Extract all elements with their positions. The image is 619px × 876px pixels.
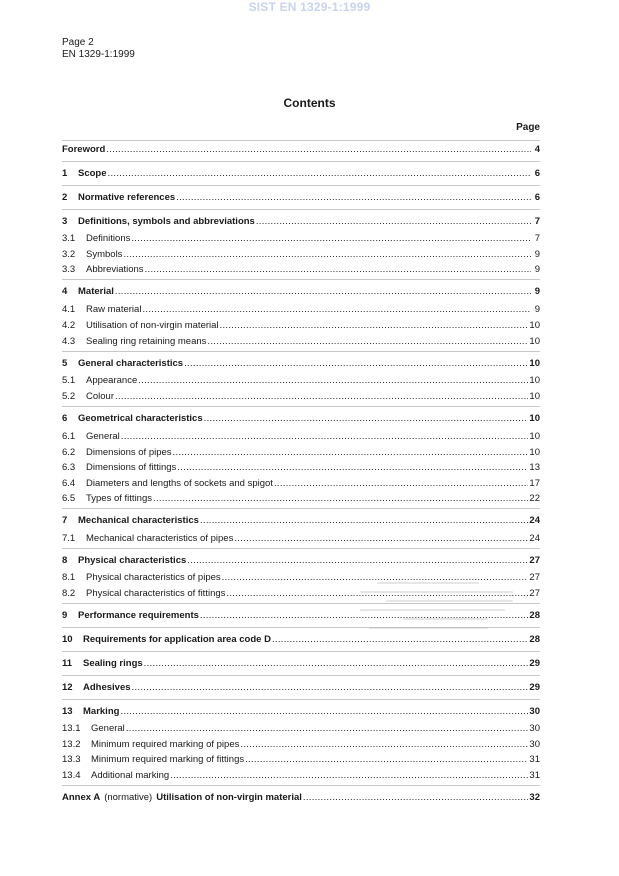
toc-page: 31 [529, 770, 540, 781]
toc-entry-mechanical[interactable] [62, 514, 540, 527]
leader-dots [170, 770, 528, 782]
toc-page: 27 [529, 572, 540, 583]
toc-label: Raw material [86, 304, 142, 315]
toc-number: 13.1 [62, 723, 81, 734]
toc-page: 28 [529, 610, 540, 621]
leader-dots [184, 358, 528, 370]
toc-number: 3.2 [62, 249, 76, 260]
leader-dots [256, 216, 531, 228]
leader-dots [121, 431, 529, 443]
toc-number: 10 [62, 634, 73, 645]
leader-dots [115, 391, 528, 403]
leader-dots [207, 336, 528, 348]
toc-entry-marking[interactable] [62, 705, 540, 718]
toc-page: 10 [529, 375, 540, 386]
toc-label: Physical characteristics [78, 555, 187, 566]
toc-page: 9 [534, 249, 540, 260]
toc-number: 8.1 [62, 572, 76, 583]
toc-entry-dim-fittings[interactable] [62, 461, 540, 474]
toc-page: 24 [529, 533, 540, 544]
toc-page: 6 [534, 168, 540, 179]
toc-page: 30 [529, 706, 540, 717]
toc-number: 1 [62, 168, 68, 179]
toc-page: 30 [529, 723, 540, 734]
toc-page: 22 [529, 493, 540, 504]
divider [62, 548, 540, 549]
toc-entry-colour[interactable] [62, 390, 540, 403]
toc-label: Normative references [78, 192, 176, 203]
page-column-label: Page [516, 122, 540, 133]
toc-label: Definitions [86, 233, 131, 244]
toc-label: Definitions, symbols and abbreviations [78, 216, 255, 227]
leader-dots [142, 304, 531, 316]
toc-entry-physical[interactable] [62, 554, 540, 567]
toc-number: 12 [62, 682, 73, 693]
toc-page: 27 [529, 588, 540, 599]
divider [62, 699, 540, 700]
toc-entry-definitions-sub[interactable] [62, 232, 540, 245]
toc-entry-appearance[interactable] [62, 374, 540, 387]
annex-prefix: Annex A [62, 792, 101, 803]
toc-number: 6.5 [62, 493, 76, 504]
divider [62, 209, 540, 210]
toc-label: Foreword [62, 144, 106, 155]
leader-dots [303, 792, 529, 804]
toc-number: 3.1 [62, 233, 76, 244]
toc-page: 9 [534, 304, 540, 315]
toc-entry-general-characteristics[interactable] [62, 357, 540, 370]
leader-dots [123, 249, 531, 261]
leader-dots [220, 320, 529, 332]
standard-number: EN 1329-1:1999 [62, 49, 135, 60]
toc-number: 4.1 [62, 304, 76, 315]
leader-dots [108, 168, 531, 180]
toc-label: Sealing rings [83, 658, 143, 669]
leader-dots [234, 533, 528, 545]
divider [62, 140, 540, 141]
toc-entry-foreword[interactable] [62, 143, 540, 156]
leader-dots [138, 375, 528, 387]
toc-label: Physical characteristics of pipes [86, 572, 221, 583]
toc-entry-annex-a[interactable] [62, 791, 540, 804]
toc-number: 9 [62, 610, 68, 621]
toc-number: 5.2 [62, 391, 76, 402]
toc-number: 4.3 [62, 336, 76, 347]
toc-number: 6.4 [62, 478, 76, 489]
leader-dots [106, 144, 531, 156]
toc-page: 32 [529, 792, 540, 803]
toc-label: Performance requirements [78, 610, 199, 621]
toc-number: 13.2 [62, 739, 81, 750]
toc-label: Requirements for application area code D [83, 634, 271, 645]
toc-number: 3.3 [62, 264, 76, 275]
toc-page: 10 [529, 413, 540, 424]
leader-dots [145, 264, 531, 276]
toc-label: Material [78, 286, 114, 297]
toc-entry-dim-pipes[interactable] [62, 446, 540, 459]
toc-label: Geometrical characteristics [78, 413, 203, 424]
toc-entry-abbreviations[interactable] [62, 263, 540, 276]
toc-label: General [86, 431, 120, 442]
leader-dots [153, 493, 528, 505]
toc-page: 29 [529, 682, 540, 693]
toc-entry-marking-fittings[interactable] [62, 753, 540, 766]
toc-page: 27 [529, 555, 540, 566]
toc-number: 4.2 [62, 320, 76, 331]
page-header [62, 37, 135, 61]
toc-label: Diameters and lengths of sockets and spigot [86, 478, 273, 489]
toc-page: 30 [529, 739, 540, 750]
toc-entry-additional-marking[interactable] [62, 769, 540, 782]
toc-page: 10 [529, 336, 540, 347]
divider [62, 351, 540, 352]
leader-dots [187, 555, 528, 567]
toc-page: 29 [529, 658, 540, 669]
toc-number: 6.3 [62, 462, 76, 473]
toc-label: Marking [83, 706, 120, 717]
page-title: Contents [283, 96, 336, 110]
toc-page: 28 [529, 634, 540, 645]
toc-number: 3 [62, 216, 68, 227]
leader-dots [200, 515, 528, 527]
toc-entry-marking-general[interactable] [62, 722, 540, 735]
toc-entry-material[interactable] [62, 285, 540, 298]
toc-number: 13 [62, 706, 73, 717]
toc-label: Physical characteristics of fittings [86, 588, 226, 599]
leader-dots [120, 706, 528, 718]
toc-page: 17 [529, 478, 540, 489]
toc-entry-non-virgin[interactable] [62, 319, 540, 332]
leader-dots [274, 478, 528, 490]
toc-page: 10 [529, 447, 540, 458]
divider [62, 279, 540, 280]
toc-label: Mechanical characteristics of pipes [86, 533, 234, 544]
toc-label: General [91, 723, 125, 734]
toc-label: Additional marking [91, 770, 170, 781]
toc-label: Appearance [86, 375, 138, 386]
toc-label: Minimum required marking of fittings [91, 754, 245, 765]
toc-page: 10 [529, 391, 540, 402]
annex-type: (normative) [104, 792, 153, 803]
toc-label: Utilisation of non-virgin material [156, 792, 302, 803]
toc-label: Minimum required marking of pipes [91, 739, 240, 750]
toc-entry-normative-references[interactable] [62, 191, 540, 204]
divider [62, 161, 540, 162]
toc-entry-raw-material[interactable] [62, 303, 540, 316]
toc-number: 6.1 [62, 431, 76, 442]
leader-dots [115, 286, 531, 298]
divider [62, 508, 540, 509]
toc-page: 9 [534, 264, 540, 275]
toc-label: Colour [86, 391, 114, 402]
toc-label: General characteristics [78, 358, 184, 369]
toc-number: 6 [62, 413, 68, 424]
page-number: Page 2 [62, 37, 94, 48]
toc-number: 6.2 [62, 447, 76, 458]
leader-dots [245, 754, 528, 766]
toc-number: 8 [62, 555, 68, 566]
toc-page: 6 [534, 192, 540, 203]
toc-page: 7 [534, 233, 540, 244]
toc-number: 13.3 [62, 754, 81, 765]
leader-dots [240, 739, 528, 751]
toc-page: 31 [529, 754, 540, 765]
divider [62, 185, 540, 186]
toc-entry-definitions[interactable] [62, 215, 540, 228]
leader-dots [173, 447, 529, 459]
toc-label: Abbreviations [86, 264, 144, 275]
toc-page: 24 [529, 515, 540, 526]
toc-page: 7 [534, 216, 540, 227]
toc-entry-geometrical[interactable] [62, 412, 540, 425]
toc-entry-geo-general[interactable] [62, 430, 540, 443]
leader-dots [131, 233, 531, 245]
toc-entry-mech-pipes[interactable] [62, 532, 540, 545]
leader-dots [204, 413, 529, 425]
toc-entry-sealing-ring[interactable] [62, 335, 540, 348]
toc-number: 7.1 [62, 533, 76, 544]
toc-page: 13 [529, 462, 540, 473]
toc-page: 10 [529, 358, 540, 369]
toc-label: Dimensions of fittings [86, 462, 177, 473]
toc-number: 2 [62, 192, 68, 203]
toc-label: Dimensions of pipes [86, 447, 172, 458]
toc-page: 9 [534, 286, 540, 297]
toc-number: 13.4 [62, 770, 81, 781]
toc-number: 8.2 [62, 588, 76, 599]
toc-number: 11 [62, 658, 73, 669]
toc-label: Mechanical characteristics [78, 515, 199, 526]
leader-dots [176, 192, 531, 204]
toc-entry-types-fittings[interactable] [62, 492, 540, 505]
divider [62, 785, 540, 786]
toc-number: 5.1 [62, 375, 76, 386]
leader-dots [126, 723, 529, 735]
toc-page: 10 [529, 431, 540, 442]
toc-label: Sealing ring retaining means [86, 336, 207, 347]
toc-entry-marking-pipes[interactable] [62, 738, 540, 751]
toc-page: 10 [529, 320, 540, 331]
toc-entry-diameters[interactable] [62, 477, 540, 490]
toc-page: 4 [534, 144, 540, 155]
toc-number: 4 [62, 286, 68, 297]
leader-dots [177, 462, 528, 474]
toc-label: Symbols [86, 249, 123, 260]
toc-label: Scope [78, 168, 107, 179]
toc-entry-symbols[interactable] [62, 248, 540, 261]
toc-number: 7 [62, 515, 68, 526]
faded-stamp [360, 575, 530, 685]
toc-number: 5 [62, 358, 68, 369]
toc-label: Utilisation of non-virgin material [86, 320, 219, 331]
divider [62, 406, 540, 407]
toc-entry-scope[interactable] [62, 167, 540, 180]
toc-label: Adhesives [83, 682, 131, 693]
watermark: SIST EN 1329-1:1999 [248, 0, 371, 14]
toc-label: Types of fittings [86, 493, 153, 504]
